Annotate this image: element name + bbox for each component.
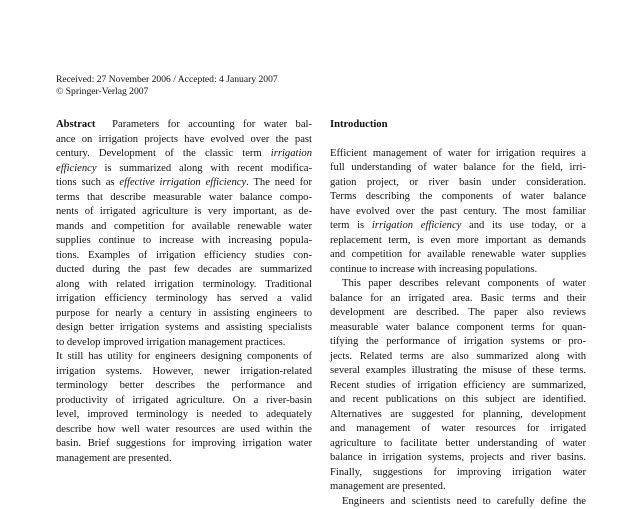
abstract-line: irrigation efficiency terminology has served a valid: [56, 292, 312, 307]
abstract-line: management are presented.: [56, 452, 312, 467]
introduction-column: [330, 118, 586, 509]
abstract-line: irrigation systems. However, newer irrigation-related: [56, 365, 312, 380]
abstract-label: Abstract: [56, 119, 95, 130]
intro-line: and competition for available renewable water supplies: [330, 248, 586, 263]
abstract-line: nents of irrigated agriculture is very important, as de-: [56, 205, 312, 220]
intro-line: several examples illustrating the misuse of these terms.: [330, 364, 586, 379]
intro-line: continue to increase with increasing populations.: [330, 263, 586, 278]
intro-line: Engineers and scientists need to carefully define the: [330, 495, 586, 509]
intro-line: gation project, or river basin under consideration.: [330, 176, 586, 191]
abstract-line: supplies continue to increase with increasing popula-: [56, 234, 312, 249]
abstract-line: along with related irrigation terminology. Traditional: [56, 278, 312, 293]
abstract-line: basin. Brief suggestions for improving irrigation water: [56, 437, 312, 452]
abstract-line: design better irrigation systems and assisting specialists: [56, 321, 312, 336]
abstract-line: purpose for nearly a century in assisting engineers to: [56, 307, 312, 322]
intro-line: jects. Related terms are also summarized along with: [330, 350, 586, 365]
abstract-line: It still has utility for engineers designing components of: [56, 350, 312, 365]
abstract-line: terms that describe measurable water balance compo-: [56, 191, 312, 206]
abstract-line: ducted during the past few decades are summarized: [56, 263, 312, 278]
intro-line: full understanding of water balance for the field, irri-: [330, 161, 586, 176]
intro-line: This paper describes relevant components of water: [330, 277, 586, 292]
intro-line: Efficient management of water for irrigation requires a: [330, 147, 586, 162]
abstract-line: ance on irrigation projects have evolved over the past: [56, 133, 312, 148]
abstract-line: efficiency is summarized along with recent modifica-: [56, 162, 312, 177]
intro-line: Recent studies of irrigation efficiency are summarized,: [330, 379, 586, 394]
intro-line: Finally, suggestions for improving irrigation water: [330, 466, 586, 481]
intro-line: term is irrigation efficiency and its use today, or a: [330, 219, 586, 234]
abstract-line: terminology better describes the performance and: [56, 379, 312, 394]
intro-line: and management of water resources for irrigated: [330, 422, 586, 437]
introduction-heading: Introduction: [330, 118, 586, 133]
intro-line: Terms describing the components of water balance: [330, 190, 586, 205]
intro-line: balance for an irrigated area. Basic terms and their: [330, 292, 586, 307]
intro-line: Alternatives are suggested for planning, development: [330, 408, 586, 423]
abstract-line: mands and competition for available renewable water: [56, 220, 312, 235]
abstract-line: tions such as effective irrigation efficiency. The need for: [56, 176, 312, 191]
intro-line: balance in irrigation systems, projects and river basins.: [330, 451, 586, 466]
copyright-line: © Springer-Verlag 2007: [56, 86, 278, 98]
abstract-line: productivity of irrigated agriculture. On a river-basin: [56, 394, 312, 409]
article-dates: [56, 74, 278, 97]
intro-line: development are described. The paper also reviews: [330, 306, 586, 321]
abstract-line: to develop improved irrigation management practices.: [56, 336, 312, 351]
intro-line: agriculture to facilitate better understanding of water: [330, 437, 586, 452]
abstract-line: describe how well water resources are used within the: [56, 423, 312, 438]
intro-line: measurable water balance component terms for quan-: [330, 321, 586, 336]
intro-line: replacement term, is even more important as demands: [330, 234, 586, 249]
intro-line: have evolved over the past century. The most familiar: [330, 205, 586, 220]
received-accepted-line: Received: 27 November 2006 / Accepted: 4 January 2007: [56, 74, 278, 86]
abstract-column: [56, 118, 312, 466]
abstract-line: Abstract Parameters for accounting for water bal-: [56, 118, 312, 133]
intro-line: and recent publications on this subject are identified.: [330, 393, 586, 408]
intro-line: tifying the performance of irrigation systems or pro-: [330, 335, 586, 350]
abstract-line: level, improved terminology is needed to adequately: [56, 408, 312, 423]
abstract-line: century. Development of the classic term irrigation: [56, 147, 312, 162]
abstract-line: tions. Examples of irrigation efficiency studies con-: [56, 249, 312, 264]
intro-line: management are presented.: [330, 480, 586, 495]
